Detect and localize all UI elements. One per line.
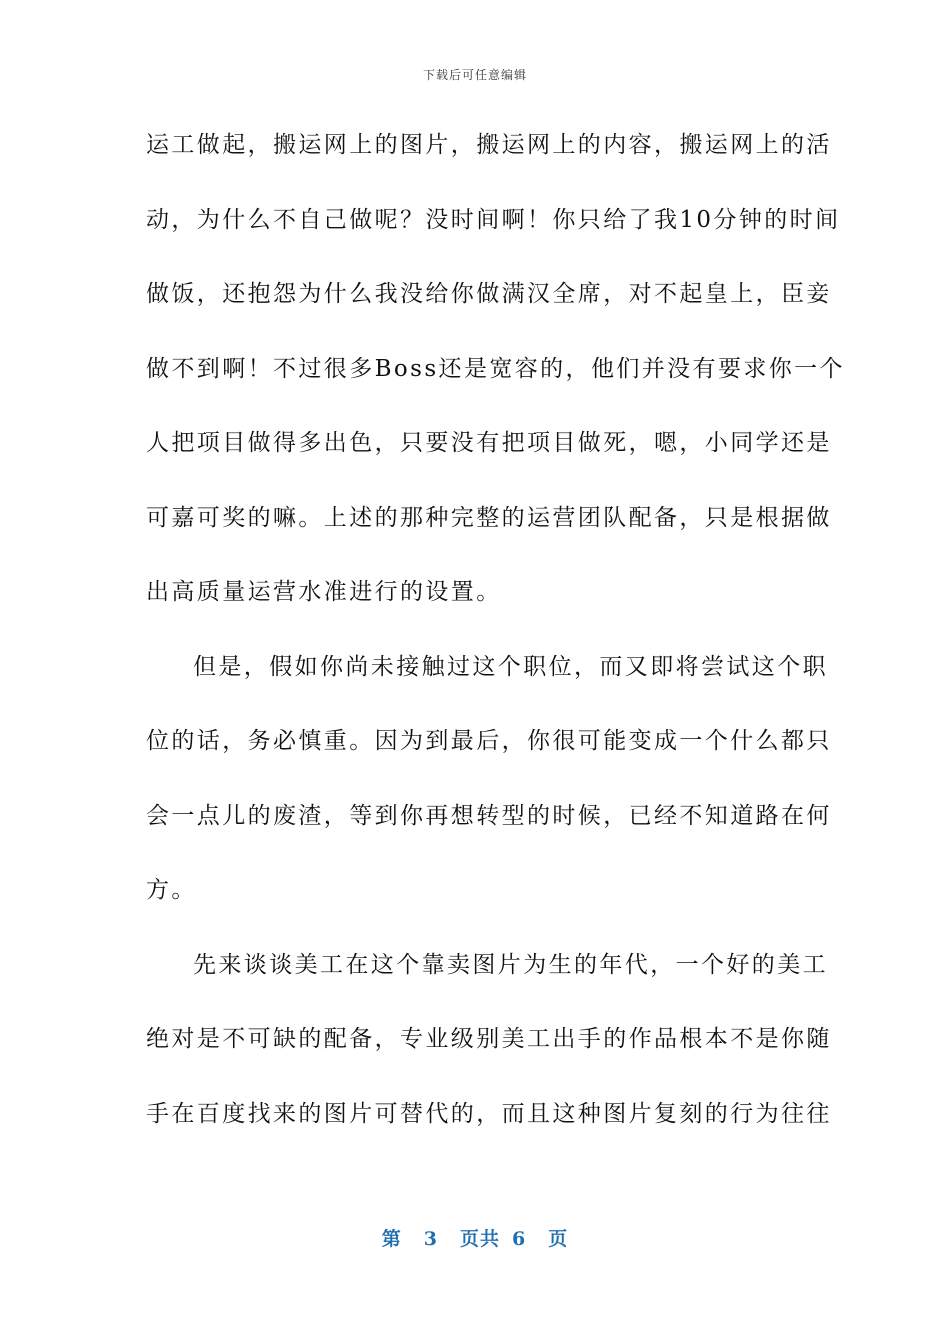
page-footer [0, 1224, 950, 1251]
text-line: 人把项目做得多出色，只要没有把项目做死，嗯，小同学还是 [146, 430, 832, 456]
text-line: 可嘉可奖的嘛。上述的那种完整的运营团队配备，只是根据做 [146, 504, 832, 531]
total-pages-number: 6 [512, 1228, 527, 1250]
page-middle: 页共 [459, 1228, 500, 1250]
paragraph-start-line: 但是，假如你尚未接触过这个职位，而又即将尝试这个职 [193, 653, 828, 680]
text-line: 动，为什么不自己做呢？没时间啊！你只给了我10分钟的时间 [146, 206, 841, 233]
text-line: 会一点儿的废渣，等到你再想转型的时候，已经不知道路在何 [146, 802, 832, 829]
page-header: 下载后可任意编辑 [422, 68, 527, 82]
text-line: 方。 [146, 877, 197, 903]
text-line: 做饭，还抱怨为什么我没给你做满汉全席，对不起皇上，臣妾 [146, 281, 832, 307]
page-prefix: 第 [381, 1228, 402, 1250]
paragraph-start-line: 先来谈谈美工在这个靠卖图片为生的年代，一个好的美工 [193, 951, 828, 978]
text-line: 绝对是不可缺的配备，专业级别美工出手的作品根本不是你随 [146, 1026, 832, 1052]
text-line: 出高质量运营水准进行的设置。 [146, 579, 502, 605]
document-body [146, 120, 845, 1163]
page-suffix: 页 [548, 1228, 569, 1250]
text-line: 运工做起，搬运网上的图片，搬运网上的内容，搬运网上的活 [146, 132, 832, 158]
text-line: 位的话，务必慎重。因为到最后，你很可能变成一个什么都只 [146, 728, 832, 754]
text-line: 做不到啊！不过很多Boss还是宽容的，他们并没有要求你一个 [146, 355, 845, 382]
current-page-number: 3 [423, 1228, 438, 1250]
text-line: 手在百度找来的图片可替代的，而且这种图片复刻的行为往往 [146, 1100, 832, 1127]
